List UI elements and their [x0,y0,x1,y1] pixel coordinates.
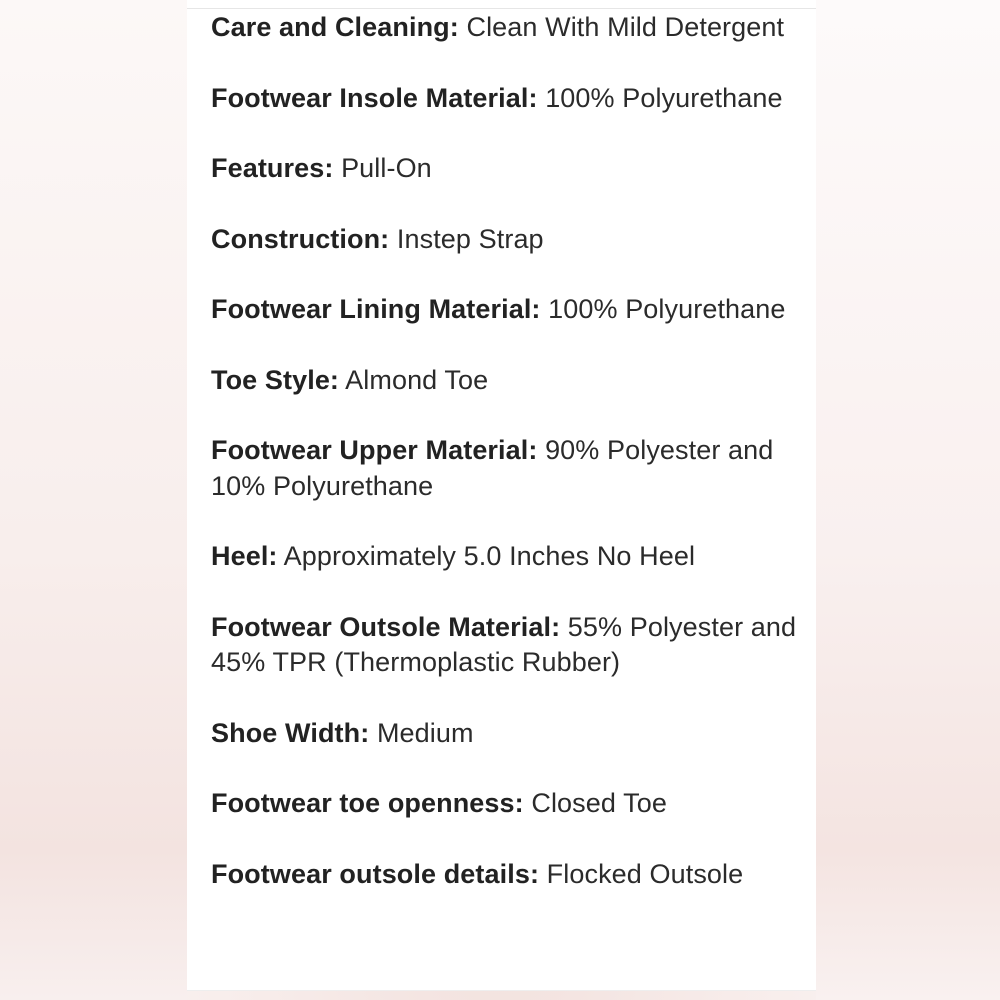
spec-value: Medium [376,717,474,748]
divider [187,8,816,9]
spec-value: 55% Polyester and 45% TPR (Thermoplastic Rubber) [211,611,797,677]
spec-list [211,10,801,927]
spec-label: Footwear Upper Material: [211,435,538,465]
spec-outsole-material [211,610,801,681]
spec-label: Footwear outsole details: [211,858,540,889]
spec-label: Footwear Outsole Material: [211,611,561,642]
spec-toe-openness [211,786,801,822]
spec-features [211,151,801,187]
spec-label: Heel: [211,541,278,571]
spec-insole-material [211,81,801,117]
background-right [816,0,1000,1000]
product-details-panel [187,0,816,991]
spec-care-and-cleaning [211,10,801,46]
spec-value: Approximately 5.0 Inches No Heel [283,541,696,571]
spec-heel [211,539,801,575]
spec-upper-material [211,433,801,504]
spec-lining-material [211,292,801,328]
spec-value: 90% Polyester and 10% Polyurethane [211,435,774,501]
spec-shoe-width [211,716,801,752]
background-left [0,0,187,1000]
spec-label: Shoe Width: [211,717,370,748]
spec-value: Clean With Mild Detergent [466,12,785,42]
spec-construction [211,222,801,258]
spec-label: Features: [211,153,334,183]
spec-value: 100% Polyurethane [545,82,783,113]
spec-toe-style [211,363,801,399]
spec-label: Construction: [211,223,390,254]
spec-value: Pull-On [341,153,432,183]
spec-label: Footwear Lining Material: [211,294,541,324]
spec-value: Flocked Outsole [546,858,744,889]
spec-label: Footwear toe openness: [211,788,524,818]
spec-label: Toe Style: [211,364,340,395]
spec-label: Footwear Insole Material: [211,82,538,113]
spec-value: Almond Toe [345,364,489,395]
spec-label: Care and Cleaning: [211,12,459,42]
spec-value: Instep Strap [396,223,544,254]
spec-outsole-details [211,857,801,893]
spec-value: Closed Toe [531,788,667,818]
spec-value: 100% Polyurethane [548,294,786,324]
